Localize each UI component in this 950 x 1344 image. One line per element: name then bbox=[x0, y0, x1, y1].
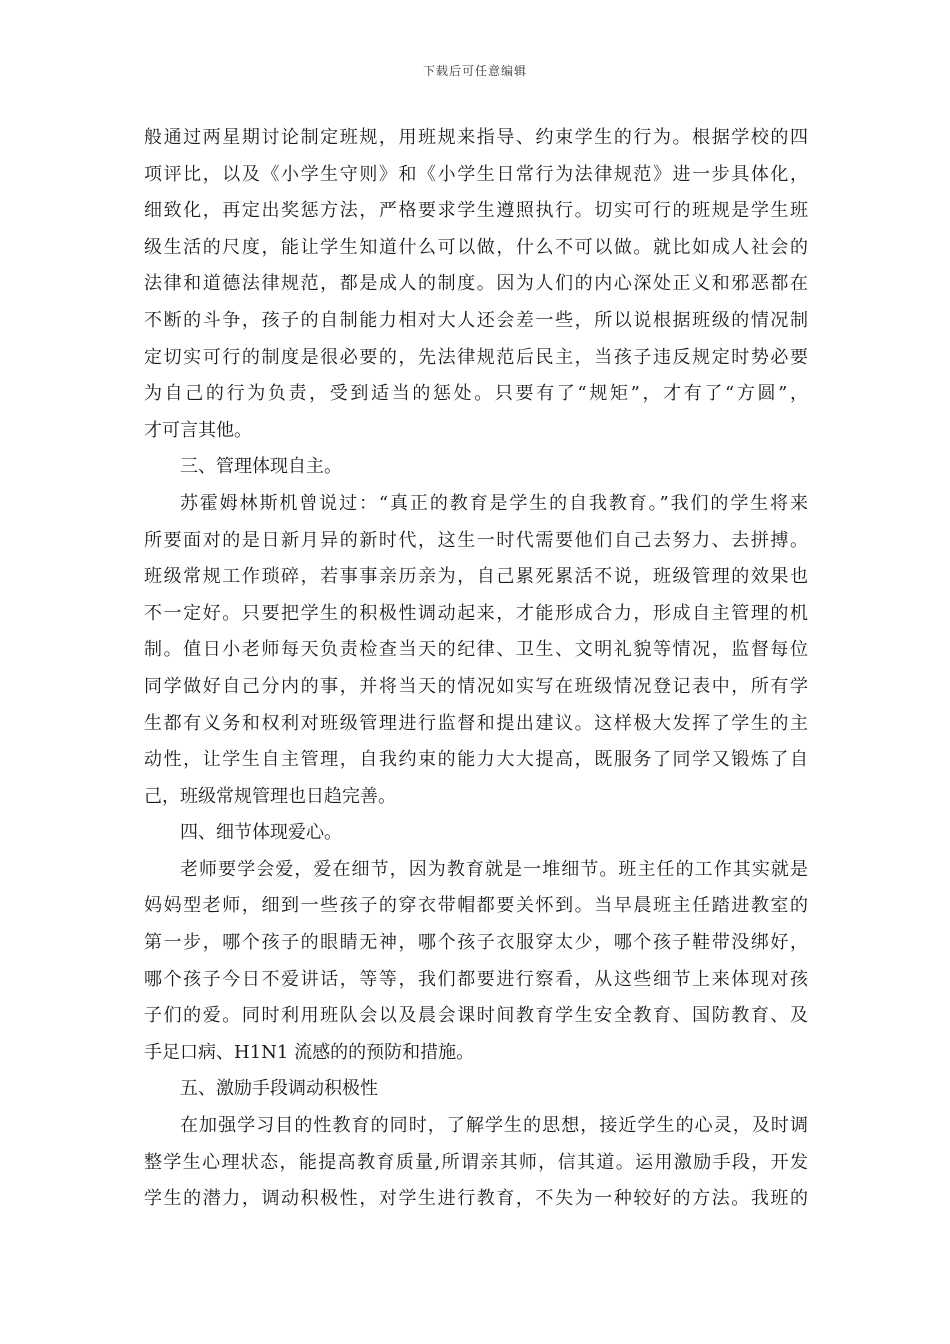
text-line: 生都有义务和权利对班级管理进行监督和提出建议。这样极大发挥了学生的主 bbox=[144, 712, 808, 734]
text-line: 制。值日小老师每天负责检查当天的纪律、卫生、文明礼貌等情况，监督每位 bbox=[144, 639, 808, 661]
text-line: 为自己的行为负责，受到适当的惩处。只要有了“规矩”，才有了“方圆”， bbox=[144, 383, 808, 405]
text-line: 己，班级常规管理也日趋完善。 bbox=[144, 785, 396, 807]
text-line: 定切实可行的制度是很必要的，先法律规范后民主，当孩子违反规定时势必要 bbox=[144, 346, 808, 368]
page-header: 下载后可任意编辑 bbox=[422, 64, 527, 78]
text-line: 不断的斗争，孩子的自制能力相对大人还会差一些，所以说根据班级的情况制 bbox=[144, 309, 808, 331]
text-line: 整学生心理状态，能提高教育质量,所谓亲其师，信其道。运用激励手段，开发 bbox=[144, 1151, 808, 1173]
text-line: 手足口病、H1N1 流感的的预防和措施。 bbox=[144, 1041, 475, 1063]
text-line: 项评比，以及《小学生守则》和《小学生日常行为法律规范》进一步具体化， bbox=[144, 163, 808, 185]
text-line: 哪个孩子今日不爱讲话，等等，我们都要进行察看，从这些细节上来体现对孩 bbox=[144, 968, 808, 990]
text-line: 不一定好。只要把学生的积极性调动起来，才能形成合力，形成自主管理的机 bbox=[144, 602, 808, 624]
text-line: 动性，让学生自主管理，自我约束的能力大大提高，既服务了同学又锻炼了自 bbox=[144, 749, 808, 771]
text-line: 级生活的尺度，能让学生知道什么可以做，什么不可以做。就比如成人社会的 bbox=[144, 236, 808, 258]
text-line: 老师要学会爱，爱在细节，因为教育就是一堆细节。班主任的工作其实就是 bbox=[180, 858, 808, 880]
text-line: 第一步，哪个孩子的眼睛无神，哪个孩子衣服穿太少，哪个孩子鞋带没绑好， bbox=[144, 932, 808, 954]
text-line: 才可言其他。 bbox=[144, 419, 252, 441]
text-line: 般通过两星期讨论制定班规，用班规来指导、约束学生的行为。根据学校的四 bbox=[144, 127, 808, 148]
text-line: 妈妈型老师，细到一些孩子的穿衣带帽都要关怀到。当早晨班主任踏进教室的 bbox=[144, 895, 808, 917]
text-line: 三、管理体现自主。 bbox=[180, 456, 342, 478]
text-line: 同学做好自己分内的事，并将当天的情况如实写在班级情况登记表中，所有学 bbox=[144, 675, 808, 697]
text-line: 细致化，再定出奖惩方法，严格要求学生遵照执行。切实可行的班规是学生班 bbox=[144, 200, 808, 222]
text-line: 苏霍姆林斯机曾说过：“真正的教育是学生的自我教育。”我们的学生将来 bbox=[180, 492, 808, 514]
text-line: 法律和道德法律规范，都是成人的制度。因为人们的内心深处正义和邪恶都在 bbox=[144, 273, 808, 295]
document-body bbox=[144, 120, 808, 1218]
text-line: 班级常规工作琐碎，若事事亲历亲为，自己累死累活不说，班级管理的效果也 bbox=[144, 566, 808, 588]
text-line: 四、细节体现爱心。 bbox=[180, 822, 342, 844]
text-line: 五、激励手段调动积极性 bbox=[180, 1078, 378, 1100]
text-line: 学生的潜力，调动积极性，对学生进行教育，不失为一种较好的方法。我班的 bbox=[144, 1188, 808, 1210]
text-line: 所要面对的是日新月异的新时代，这生一时代需要他们自己去努力、去拼搏。 bbox=[144, 529, 808, 551]
text-line: 子们的爱。同时利用班队会以及晨会课时间教育学生安全教育、国防教育、及 bbox=[144, 1005, 808, 1027]
text-line: 在加强学习目的性教育的同时，了解学生的思想，接近学生的心灵，及时调 bbox=[180, 1115, 808, 1137]
